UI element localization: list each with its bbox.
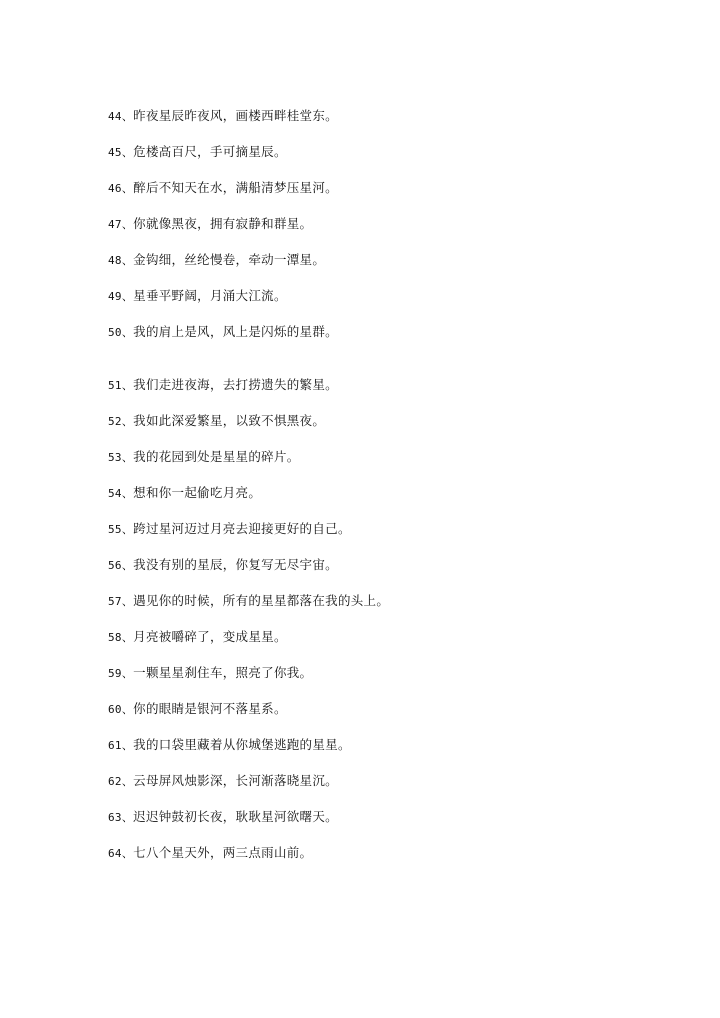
item-text: 危楼高百尺，手可摘星辰。	[133, 144, 287, 159]
item-text: 昨夜星辰昨夜风，画楼西畔桂堂东。	[133, 108, 338, 123]
item-text: 我的花园到处是星星的碎片。	[133, 449, 300, 464]
item-text: 金钩细，丝纶慢卷，牵动一潭星。	[133, 252, 326, 267]
item-number: 49、	[108, 290, 134, 303]
item-text: 我没有别的星辰，你复写无尽宇宙。	[133, 557, 338, 572]
item-number: 63、	[108, 811, 134, 824]
list-item	[108, 773, 338, 790]
item-number: 51、	[108, 379, 134, 392]
item-number: 62、	[108, 775, 134, 788]
item-text: 云母屏风烛影深，长河渐落晓星沉。	[133, 773, 338, 788]
item-text: 我们走进夜海，去打捞遗失的繁星。	[133, 377, 338, 392]
item-number: 61、	[108, 739, 134, 752]
list-item	[108, 324, 338, 341]
list-item	[108, 144, 287, 161]
list-item	[108, 629, 287, 646]
item-text: 醉后不知天在水，满船清梦压星河。	[133, 180, 338, 195]
list-item	[108, 485, 261, 502]
item-number: 58、	[108, 631, 134, 644]
item-text: 我的口袋里藏着从你城堡逃跑的星星。	[133, 737, 351, 752]
item-text: 你就像黑夜，拥有寂静和群星。	[133, 216, 313, 231]
item-number: 47、	[108, 218, 134, 231]
item-number: 45、	[108, 146, 134, 159]
item-number: 54、	[108, 487, 134, 500]
item-number: 46、	[108, 182, 134, 195]
item-number: 44、	[108, 110, 134, 123]
list-item	[108, 521, 351, 538]
list-item	[108, 216, 312, 233]
list-item	[108, 701, 287, 718]
list-item	[108, 809, 338, 826]
item-number: 56、	[108, 559, 134, 572]
item-number: 60、	[108, 703, 134, 716]
item-text: 月亮被嚼碎了，变成星星。	[133, 629, 287, 644]
list-item	[108, 377, 338, 394]
item-number: 59、	[108, 667, 134, 680]
list-item	[108, 288, 287, 305]
item-text: 我的肩上是风，风上是闪烁的星群。	[133, 324, 338, 339]
item-text: 一颗星星刹住车，照亮了你我。	[133, 665, 313, 680]
list-item	[108, 845, 312, 862]
item-text: 遇见你的时候，所有的星星都落在我的头上。	[133, 593, 390, 608]
item-number: 52、	[108, 415, 134, 428]
item-text: 跨过星河迈过月亮去迎接更好的自己。	[133, 521, 351, 536]
item-text: 迟迟钟鼓初长夜，耿耿星河欲曙天。	[133, 809, 338, 824]
list-item	[108, 593, 389, 610]
item-text: 你的眼睛是银河不落星系。	[133, 701, 287, 716]
item-text: 七八个星天外，两三点雨山前。	[133, 845, 313, 860]
item-number: 50、	[108, 326, 134, 339]
item-number: 57、	[108, 595, 134, 608]
item-number: 64、	[108, 847, 134, 860]
list-item	[108, 449, 300, 466]
list-item	[108, 737, 351, 754]
item-number: 55、	[108, 523, 134, 536]
list-item	[108, 665, 312, 682]
item-number: 48、	[108, 254, 134, 267]
item-text: 我如此深爱繁星，以致不惧黑夜。	[133, 413, 326, 428]
item-text: 想和你一起偷吃月亮。	[133, 485, 262, 500]
list-item	[108, 108, 338, 125]
list-item	[108, 557, 338, 574]
item-text: 星垂平野阔，月涌大江流。	[133, 288, 287, 303]
list-item	[108, 180, 338, 197]
item-number: 53、	[108, 451, 134, 464]
list-item	[108, 413, 325, 430]
list-item	[108, 252, 325, 269]
